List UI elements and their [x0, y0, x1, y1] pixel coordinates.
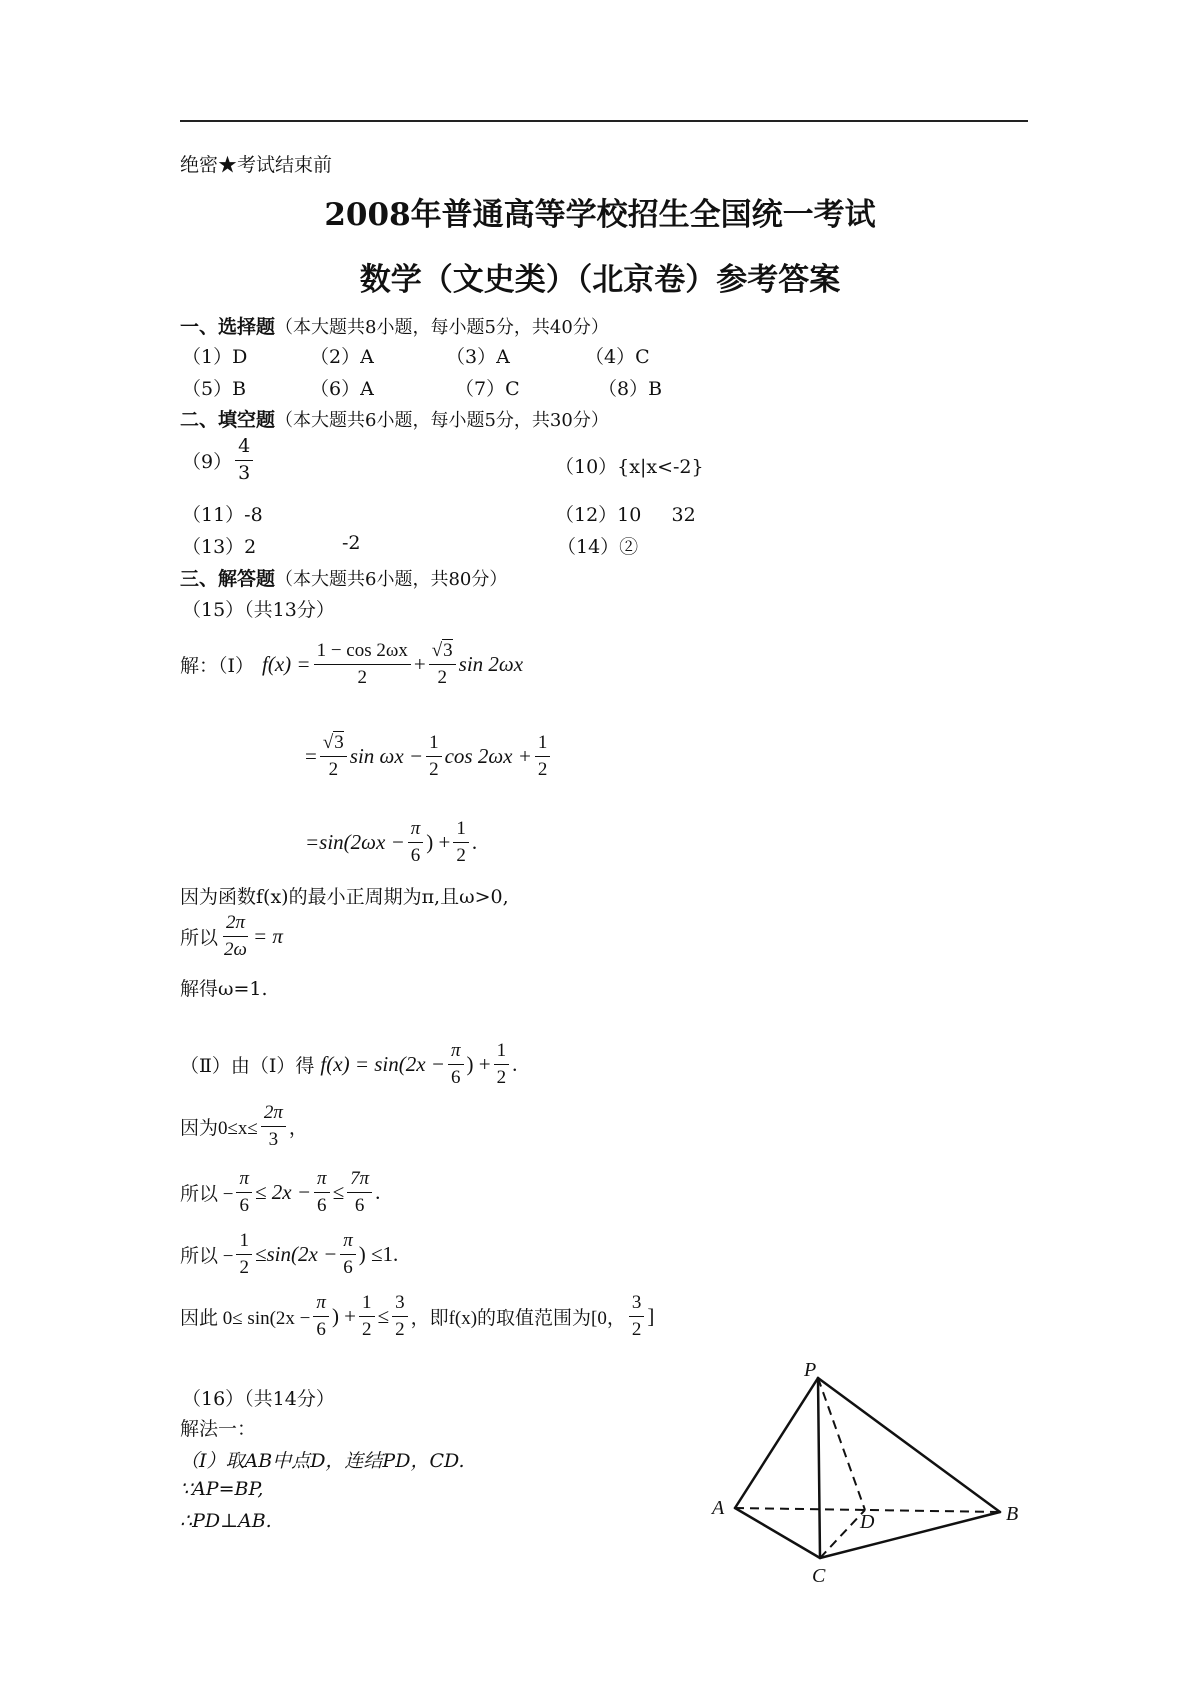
edge-cb	[820, 1512, 1000, 1558]
q15-so2-frac2-den: 6	[343, 1256, 353, 1278]
q15-because-comma: ，	[288, 1117, 308, 1139]
q15-l3-frac2-den: 2	[456, 844, 466, 866]
q15-so2-a: 所以 −	[180, 1245, 234, 1267]
q15-because-frac-num: 2π	[261, 1102, 286, 1127]
q15-so2-b: ≤sin(2x −	[254, 1241, 338, 1266]
q15-l1-frac2-den: 2	[437, 666, 447, 688]
q15-because-line	[180, 1102, 308, 1151]
q15-hence-frac3	[392, 1292, 408, 1341]
q15-l1-frac1-num: 1 − cos 2ωx	[314, 640, 411, 665]
q15-so-eq-pi: = π	[252, 923, 283, 948]
q15-because-frac-den: 3	[268, 1128, 279, 1150]
q15-so-label: 所以	[180, 927, 219, 949]
q15-solution-label: 解：（Ⅰ）	[180, 655, 255, 677]
q15-hence-frac4	[629, 1292, 645, 1341]
answer-2: （2）A	[310, 346, 374, 368]
edge-pa	[735, 1378, 818, 1508]
q15-l2-frac2-den: 2	[429, 758, 439, 780]
q15-hence-line	[180, 1292, 654, 1341]
q15-hence-frac2	[359, 1292, 375, 1341]
q15-because-frac	[261, 1102, 286, 1151]
fill-answer-9	[182, 436, 256, 485]
section2-note: （本大题共6小题，每小题5分，共30分）	[275, 410, 609, 431]
q15-so1-frac1-num: π	[236, 1168, 252, 1193]
q15-l2-frac1	[320, 732, 347, 781]
q15-l1-frac1	[314, 640, 411, 689]
fill-answer-13: （13）2	[182, 536, 257, 558]
q15-part2-line	[180, 1040, 517, 1089]
q15-so2-frac1-den: 2	[239, 1256, 249, 1278]
q15-hence-frac4-den: 2	[631, 1318, 642, 1340]
q15-p2-head: （Ⅱ）由（Ⅰ）得	[180, 1055, 315, 1077]
section3-title: 三、解答题	[180, 568, 276, 590]
edge-pd-dashed	[818, 1378, 865, 1510]
answer-3: （3）A	[446, 346, 510, 368]
q15-solve-text: 解得ω=1.	[180, 978, 268, 1000]
q15-hence-frac2-num: 1	[359, 1292, 375, 1317]
q15-hence-frac1-den: 6	[316, 1318, 326, 1340]
q15-f-lhs: f(x) =	[262, 651, 311, 676]
q15-l3-frac1-num: π	[408, 818, 424, 843]
q15-hence-frac1-num: π	[313, 1292, 329, 1317]
q15-so1-line	[180, 1168, 380, 1217]
q15-so2-line	[180, 1230, 398, 1279]
q15-so2-frac1-num: 1	[236, 1230, 252, 1255]
q15-l2-frac3-num: 1	[535, 732, 551, 757]
q15-p2-mid: ) +	[466, 1051, 491, 1076]
answer-1: （1）D	[182, 346, 248, 368]
label-c: C	[812, 1565, 826, 1587]
top-rule	[180, 120, 1028, 122]
q16-header: （16）（共14分）	[182, 1388, 335, 1410]
q15-hence-frac4-num: 3	[629, 1292, 645, 1317]
answer-7: （7）C	[455, 378, 520, 400]
q15-because-text: 因为0≤x≤	[180, 1117, 258, 1139]
q15-so1-dot: .	[375, 1179, 381, 1204]
q15-l3-frac2	[453, 818, 469, 867]
q15-hence-e: ]	[647, 1303, 655, 1328]
q15-header: （15）（共13分）	[182, 599, 335, 621]
q9-numerator: 4	[235, 436, 253, 461]
q16-step1: （Ⅰ）取AB中点D，连结PD，CD.	[180, 1450, 465, 1472]
q15-l1-tail: sin 2ωx	[458, 651, 524, 676]
q15-hence-frac3-num: 3	[392, 1292, 408, 1317]
label-p: P	[804, 1360, 817, 1381]
edge-pb	[818, 1378, 1000, 1512]
answer-5: （5）B	[182, 378, 247, 400]
q15-so2-frac1	[236, 1230, 252, 1279]
edge-cd-dashed	[820, 1510, 865, 1558]
q15-so1-frac3	[347, 1168, 372, 1217]
q15-l3-frac1-den: 6	[410, 844, 421, 866]
q15-hence-d: ，即f(x)的取值范围为[0，	[410, 1307, 626, 1329]
q15-so1-frac2	[314, 1168, 330, 1217]
q15-so-frac-den: 2ω	[224, 938, 247, 960]
q15-p2-frac1-num: π	[448, 1040, 464, 1065]
q15-l3-frac1	[408, 818, 424, 867]
q15-so1-frac3-den: 6	[354, 1194, 365, 1216]
q15-l3-mid: ) +	[426, 829, 451, 854]
section3-heading	[180, 564, 507, 591]
q15-l3-frac2-num: 1	[453, 818, 469, 843]
q15-l2-frac2	[426, 732, 442, 781]
q9-label: （9）	[182, 450, 233, 473]
q15-l3-head: =sin(2ωx −	[305, 829, 405, 854]
q15-so-frac-num: 2π	[223, 912, 248, 937]
q15-l1-frac1-den: 2	[357, 666, 367, 688]
q15-p2-frac1-den: 6	[451, 1066, 461, 1088]
q15-p2-frac2-den: 2	[496, 1066, 507, 1088]
section1-title: 一、选择题	[180, 316, 276, 338]
q16-method: 解法一：	[180, 1418, 257, 1440]
q9-fraction	[235, 436, 253, 485]
q15-l2-frac2-num: 1	[426, 732, 442, 757]
section1-note: （本大题共8小题，每小题5分，共40分）	[275, 317, 609, 338]
answer-6: （6）A	[310, 378, 374, 400]
q15-so-frac	[221, 912, 250, 961]
fill-answer-12: （12）10 32	[555, 504, 696, 526]
fill-answer-14: （14）②	[557, 536, 639, 558]
q15-so1-c: ≤	[332, 1179, 345, 1204]
q15-so2-frac2	[340, 1230, 356, 1279]
q15-hence-a: 因此 0≤ sin(2x −	[180, 1307, 311, 1329]
q16-step2: ∵AP=BP,	[180, 1478, 264, 1500]
q15-hence-frac3-den: 2	[395, 1318, 405, 1340]
answer-8: （8）B	[598, 378, 663, 400]
q15-hence-b: ) +	[331, 1303, 357, 1328]
q15-l1-plus: +	[413, 651, 426, 676]
q15-l2-frac1-num: √3	[320, 732, 347, 757]
q15-l2-mid2: cos 2ωx +	[444, 743, 532, 768]
fill-answer-13b: -2	[342, 532, 361, 554]
secret-label: 绝密★考试结束前	[180, 154, 333, 176]
pyramid-figure	[700, 1360, 1040, 1600]
answer-4: （4）C	[585, 346, 650, 368]
q15-l2-mid1: sin ωx −	[349, 743, 424, 768]
q15-p2-dot: .	[512, 1051, 518, 1076]
q15-so-line	[180, 912, 283, 961]
label-d: D	[860, 1511, 875, 1533]
fill-answer-11: （11）-8	[182, 504, 263, 526]
q15-l2-sqrt3: 3	[334, 732, 344, 753]
q15-l2-frac1-den: 2	[328, 758, 339, 780]
q15-line1	[180, 640, 523, 689]
q15-so1-frac3-num: 7π	[347, 1168, 372, 1193]
q15-hence-c: ≤	[377, 1303, 390, 1328]
section3-note: （本大题共6小题，共80分）	[275, 569, 508, 590]
q15-so1-frac2-den: 6	[317, 1194, 327, 1216]
q15-so2-c: ) ≤1.	[358, 1241, 399, 1266]
section2-heading	[180, 405, 609, 432]
page-title: 2008年普通高等学校招生全国统一考试	[324, 197, 876, 233]
section2-title: 二、填空题	[180, 409, 276, 431]
q15-l1-frac2	[429, 640, 456, 689]
q15-p2-frac1	[448, 1040, 464, 1089]
q15-l1-frac2-num: √3	[429, 640, 456, 665]
label-b: B	[1006, 1503, 1019, 1525]
q15-line3	[305, 818, 477, 867]
q15-so2-frac2-num: π	[340, 1230, 356, 1255]
q15-hence-frac1	[313, 1292, 329, 1341]
q15-l3-dot: .	[471, 829, 478, 854]
q15-p2-frac2-num: 1	[494, 1040, 510, 1065]
q15-l1-sqrt3: 3	[443, 640, 453, 661]
q15-so1-frac2-num: π	[314, 1168, 330, 1193]
q15-l2-frac3	[535, 732, 551, 781]
q15-p2-frac2	[494, 1040, 510, 1089]
edge-pc	[818, 1378, 820, 1558]
q15-so1-frac1	[236, 1168, 252, 1217]
q15-so1-b: ≤ 2x −	[255, 1179, 312, 1204]
q15-so1-a: 所以 −	[180, 1183, 234, 1205]
page-subtitle: 数学（文史类）（北京卷）参考答案	[359, 262, 841, 298]
q15-period-text: 因为函数f(x)的最小正周期为π,且ω>0,	[180, 886, 509, 908]
q15-hence-frac2-den: 2	[362, 1318, 372, 1340]
edge-ac	[735, 1508, 820, 1558]
q15-l2-frac3-den: 2	[537, 758, 548, 780]
q15-p2-f: f(x) = sin(2x −	[320, 1051, 445, 1076]
label-a: A	[712, 1497, 725, 1519]
q15-so1-frac1-den: 6	[239, 1194, 249, 1216]
q16-step3: ∴PD⊥AB.	[180, 1510, 272, 1532]
q15-line2	[305, 732, 553, 781]
q9-denominator: 3	[238, 461, 251, 484]
q15-l2-eq: =	[305, 743, 317, 768]
fill-answer-10: （10）{x|x<-2}	[555, 456, 704, 478]
section1-heading	[180, 312, 609, 339]
